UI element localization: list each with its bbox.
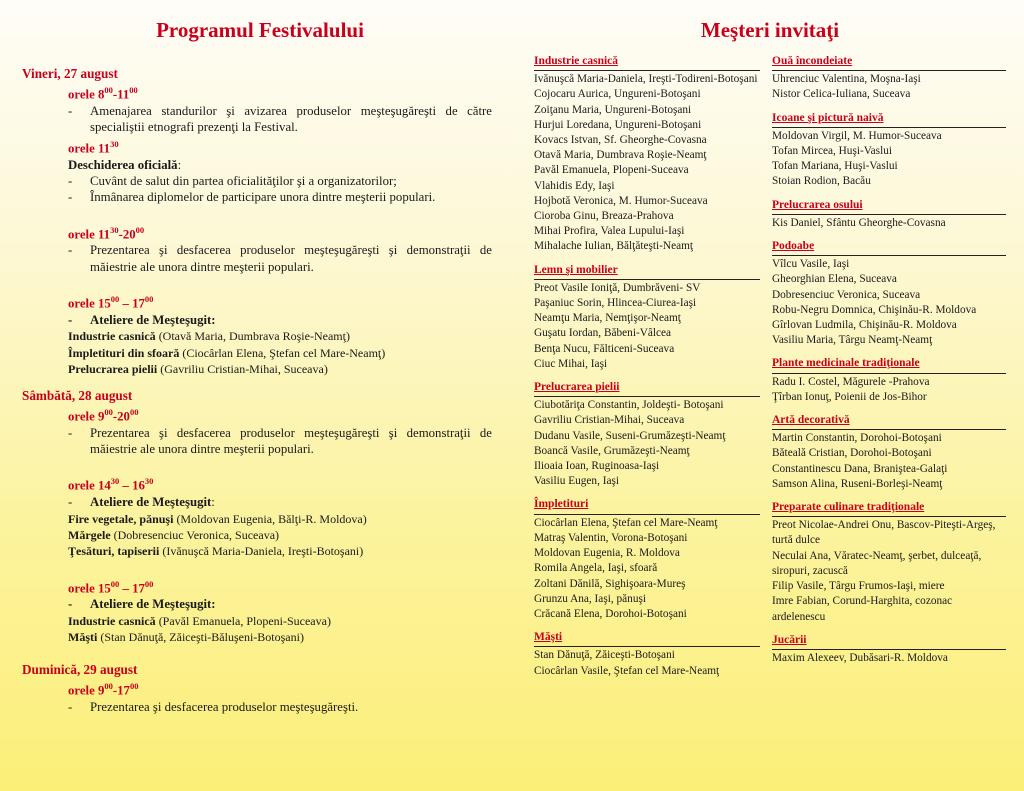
craftsman-entry: Dobresenciuc Veronica, Suceava [772,288,921,301]
day-heading-friday: Vineri, 27 august [22,66,118,81]
craftsman-entry: Stan Dănuţă, Zăiceşti-Botoşani [534,649,675,662]
craft-category-section [772,111,1006,190]
workshop-entry: Mărgele (Dobresenciuc Veronica, Suceava) [68,527,280,542]
craftsman-entry: Gheorghian Elena, Suceava [772,273,897,286]
craftsman-entry: Benţa Nucu, Fălticeni-Suceava [534,342,675,355]
craftsman-entry: Vasiliu Maria, Târgu Neamţ-Neamţ [772,334,933,347]
workshop-entry: Măşti (Stan Dănuţă, Zăiceşti-Băluşeni-Botoşani) [68,630,304,645]
craft-category-heading: Podoabe [772,239,1006,256]
craftsman-entry: Vlahidis Edy, Iaşi [534,179,615,192]
time-slot: orele $15^{00} - 17^{00}$ [68,294,154,311]
craft-category-heading: Preparate culinare tradiţionale [772,500,1006,517]
opening-label: Deschiderea oficială: [68,157,182,172]
craftsman-entry: Samson Alina, Ruseni-Borleşi-Neamţ [772,477,943,490]
craft-category-heading: Plante medicinale tradiţionale [772,356,1006,373]
workshops-label: - Ateliere de Meşteşugit: [22,494,492,510]
program-item: - Cuvânt de salut din partea oficialităţilor şi a organizatorilor; [22,173,492,189]
craftsman-entry: Băteală Cristian, Dorohoi-Botoşani [772,447,932,460]
craftsman-entry: Vasiliu Eugen, Iaşi [534,475,620,488]
craftsman-entry: Crăcană Elena, Dorohoi-Botoşani [534,607,687,620]
craftsman-entry: Dudanu Vasile, Suseni-Grumăzeşti-Neamţ [534,429,726,442]
craft-category-section [772,633,1006,666]
craftsman-entry: Romila Angela, Iaşi, sfoară [534,562,658,575]
craftsman-entry: Otavă Maria, Dumbrava Roşie-Neamţ [534,149,707,162]
craft-category-section [772,198,1006,231]
craft-category-section [534,630,760,679]
craft-category-heading: Icoane şi pictură naivă [772,111,1006,128]
craftsman-entry: Mihai Profira, Valea Lupului-Iaşi [534,225,685,238]
workshop-entry: Industrie casnică (Otavă Maria, Dumbrava Roşie-Neamţ) [68,329,350,344]
craft-category-heading: Industrie casnică [534,54,760,71]
craftsman-entry: Cioroba Ginu, Breaza-Prahova [534,210,674,223]
craftsman-entry: Hurjui Loredana, Ungureni-Botoşani [534,118,702,131]
time-slot: orele $11^{30}$ [68,138,119,156]
workshop-entry: Ţesături, tapiserii (Ivănuşcă Maria-Daniela, Ireşti-Botoşani) [68,544,364,559]
day-heading-sunday: Duminică, 29 august [22,661,138,677]
craft-category-section [772,239,1006,348]
time-slot: orele $14^{30} - 16^{30}$ [68,476,154,493]
craft-category-section [534,263,760,372]
program-item: - Prezentarea şi desfacerea produselor meşteşugăreşti şi demonstraţii de măiestrie ale unora dintre meşterii populari. [22,242,492,275]
day-heading-saturday: Sâmbătă, 28 august [22,387,133,403]
craftsman-entry: Ciocârlan Vasile, Ştefan cel Mare-Neamţ [534,664,720,677]
craftsmen-column-2 [772,54,1006,674]
craftsman-entry: Tofan Mariana, Huşi-Vaslui [772,160,898,173]
craftsman-entry: Zoltani Dănilă, Sighişoara-Mureş [534,577,686,590]
craft-category-section [772,356,1006,405]
craftsman-entry: Neamţu Maria, Nemţişor-Neamţ [534,312,681,325]
craftsman-entry: Stoian Rodion, Bacău [772,175,871,188]
craft-category-heading: Lemn şi mobilier [534,263,760,280]
craft-category-section [534,54,760,255]
workshop-entry: Prelucrarea pielii (Gavriliu Cristian-Mihai, Suceava) [68,362,328,377]
craftsman-entry: Radu I. Costel, Măgurele -Prahova [772,375,930,388]
craftsman-entry: Moldovan Eugenia, R. Moldova [534,547,680,560]
craftsmen-column-1 [534,54,760,687]
craftsman-entry: Nistor Celica-Iuliana, Suceava [772,88,911,101]
craftsman-entry: Paşaniuc Sorin, Hlincea-Ciurea-Iaşi [534,297,697,310]
time-slot: orele $11^{30}-20^{00}$ [68,224,145,242]
program-item: - Prezentarea şi desfacerea produselor meşteşugăreşti. [22,699,492,715]
craft-category-section [772,54,1006,103]
craftsman-entry: Cojocaru Aurica, Ungureni-Botoşani [534,88,701,101]
craftsmen-title: Meşteri invitaţi [700,18,840,42]
craftsman-entry: Ciocârlan Elena, Ştefan cel Mare-Neamţ [534,516,718,529]
craftsman-entry: Ţîrban Ionuţ, Poienii de Jos-Bihor [772,390,927,403]
workshops-label: - Ateliere de Meşteşugit: [22,596,492,612]
craft-category-heading: Jucării [772,633,1006,650]
craft-category-section [534,380,760,489]
craftsman-entry: Martin Constantin, Dorohoi-Botoşani [772,432,942,445]
festival-program [22,66,492,715]
craftsman-entry: Uhrenciuc Valentina, Moşna-Iaşi [772,73,921,86]
craftsman-entry: Matraş Valentin, Vorona-Botoşani [534,531,688,544]
craftsman-entry: Constantinescu Dana, Braniştea-Galaţi [772,462,948,475]
craftsman-entry: Vîlcu Vasile, Iaşi [772,258,850,271]
craftsman-entry: Preot Vasile Ioniţă, Dumbrăveni- SV [534,281,701,294]
craftsman-entry: Ivănuşcă Maria-Daniela, Ireşti-Todireni-Botoşani [534,73,758,86]
program-item: - Amenajarea standurilor şi avizarea produselor meşteşugăreşti de către specialiştii etnografi prezenţi la Festival. [22,103,492,136]
craftsman-entry: Kis Daniel, Sfântu Gheorghe-Covasna [772,216,946,229]
craftsman-entry: Moldovan Virgil, M. Humor-Suceava [772,129,942,142]
craft-category-heading: Artă decorativă [772,413,1006,430]
craftsman-entry: Filip Vasile, Târgu Frumos-Iaşi, miere [772,580,945,593]
craftsman-entry: Maxim Alexeev, Dubăsari-R. Moldova [772,651,948,664]
craftsman-entry: Guşatu Iordan, Băbeni-Vâlcea [534,327,672,340]
workshop-entry: Împletituri din sfoară (Ciocârlan Elena, Ştefan cel Mare-Neamţ) [68,345,386,360]
craftsman-entry: Neculai Ana, Văratec-Neamţ, şerbet, dulceaţă, siropuri, zacuscă [772,549,982,577]
craftsman-entry: Zoiţanu Maria, Ungureni-Botoşani [534,103,692,116]
craftsman-entry: Pavăl Emanuela, Plopeni-Suceava [534,164,689,177]
craftsman-entry: Boancă Vasile, Grumăzeşti-Neamţ [534,444,690,457]
workshop-entry: Fire vegetale, pănuşi (Moldovan Eugenia, Bălţi-R. Moldova) [68,511,367,526]
craftsman-entry: Ciuc Mihai, Iaşi [534,357,608,370]
time-slot: orele $8^{00}-11^{00}$ [68,85,138,102]
craft-category-section [534,497,760,622]
craft-category-heading: Ouă încondeiate [772,54,1006,71]
craftsman-entry: Ilioaia Ioan, Ruginoasa-Iaşi [534,460,660,473]
craftsman-entry: Gîrlovan Ludmila, Chişinău-R. Moldova [772,319,957,332]
craftsman-entry: Robu-Negru Domnica, Chişinău-R. Moldova [772,303,977,316]
craft-category-heading: Împletituri [534,497,760,514]
craftsman-entry: Gavriliu Cristian-Mihai, Suceava [534,414,685,427]
time-slot: orele $15^{00} - 17^{00}$ [68,578,154,596]
craft-category-heading: Măşti [534,630,760,647]
time-slot: orele $9^{00}-20^{00}$ [68,406,139,424]
craftsman-entry: Preot Nicolae-Andrei Onu, Bascov-Piteşti-Argeş, turtă dulce [772,519,996,547]
program-item: - Înmânarea diplomelor de participare unora dintre meşterii populari. [22,189,492,205]
craftsman-entry: Grunzu Ana, Iaşi, pănuşi [534,592,647,605]
craft-category-section [772,413,1006,492]
craftsman-entry: Hojbotă Veronica, M. Humor-Suceava [534,194,708,207]
craftsman-entry: Imre Fabian, Corund-Harghita, cozonac ardelenescu [772,595,953,623]
craftsman-entry: Ciubotăriţa Constantin, Joldeşti- Botoşani [534,399,724,412]
program-item: - Prezentarea şi desfacerea produselor meşteşugăreşti şi demonstraţii de măiestrie ale unora dintre meşterii populari. [22,425,492,458]
craftsman-entry: Kovacs Istvan, Sf. Gheorghe-Covasna [534,134,707,147]
workshop-entry: Industrie casnică (Pavăl Emanuela, Plopeni-Suceava) [68,613,331,628]
craft-category-heading: Prelucrarea pielii [534,380,760,397]
program-title: Programul Festivalului [156,18,364,42]
workshops-label: - Ateliere de Meşteşugit: [22,312,492,328]
craftsman-entry: Mihalache Iulian, Bălţăteşti-Neamţ [534,240,694,253]
time-slot: orele $9^{00}-17^{00}$ [68,681,139,698]
craft-category-heading: Prelucrarea osului [772,198,1006,215]
craftsman-entry: Tofan Mircea, Huşi-Vaslui [772,145,892,158]
craft-category-section [772,500,1006,625]
